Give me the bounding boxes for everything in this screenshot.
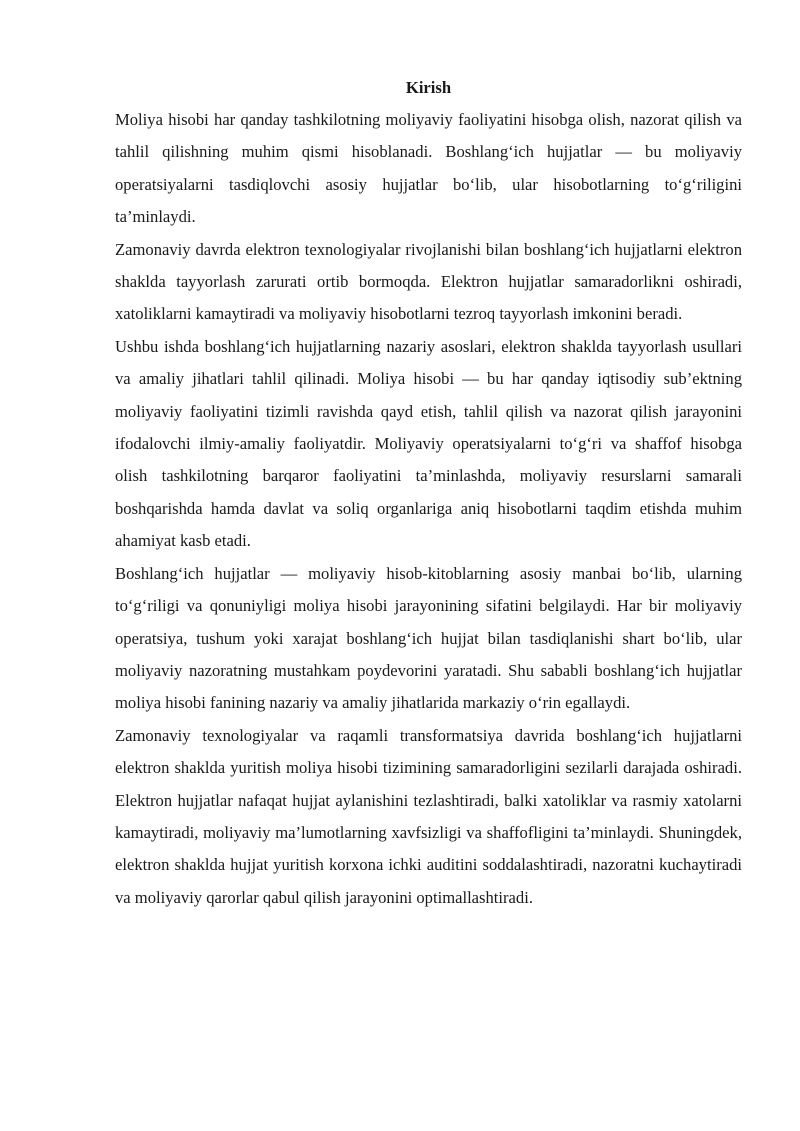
paragraph-4: Boshlang‘ich hujjatlar — moliyaviy hisob-kitoblarning asosiy manbai bo‘lib, ularning to‘g‘riligi va qonuniyligi moliya hisobi jarayonining sifatini belgilaydi. Har bir moliyaviy operatsiya, tushum yoki xarajat boshlang‘ich hujjat bilan tasdiqlanishi shart bo‘lib, ular moliyaviy nazoratning mustahkam poydevorini yaratadi. Shu sababli boshlang‘ich hujjatlar moliya hisobi fanining nazariy va amaliy jihatlarida markaziy o‘rin egallaydi. xyxy=(115,563,742,713)
paragraph-3: Ushbu ishda boshlang‘ich hujjatlarning nazariy asoslari, elektron shaklda tayyorlash usullari va amaliy jihatlari tahlil qilinadi. Moliya hisobi — bu har qanday iqtisodiy sub’ektning moliyaviy faoliyatini tizimli ravishda qayd etish, tahlil qilish va nazorat qilish jarayonini ifodalovchi ilmiy-amaliy faoliyatdir. Moliyaviy operatsiyalarni to‘g‘ri va shaffof hisobga olish tashkilotning barqaror faoliyatini ta’minlashda, moliyaviy resurslarni samarali boshqarishda hamda davlat va soliq organlariga aniq hisobotlarni taqdim etishda muhim ahamiyat kasb etadi. xyxy=(115,336,742,551)
document-page xyxy=(115,75,742,914)
document-title: Kirish xyxy=(405,78,452,97)
paragraph-2: Zamonaviy davrda elektron texnologiyalar rivojlanishi bilan boshlang‘ich hujjatlarni elektron shaklda tayyorlash zarurati ortib bormoqda. Elektron hujjatlar samaradorlikni oshiradi, xatoliklarni kamaytiradi va moliyaviy hisobotlarni tezroq tayyorlash imkonini beradi. xyxy=(115,239,742,324)
paragraph-5: Zamonaviy texnologiyalar va raqamli transformatsiya davrida boshlang‘ich hujjatlarni elektron shaklda yuritish moliya hisobi tizimining samaradorligini sezilarli darajada oshiradi. Elektron hujjatlar nafaqat hujjat aylanishini tezlashtiradi, balki xatoliklar va rasmiy xatolarni kamaytiradi, moliyaviy ma’lumotlarning xavfsizligi va shaffofligini ta’minlaydi. Shuningdek, elektron shaklda hujjat yuritish korxona ichki auditini soddalashtiradi, nazoratni kuchaytiradi va moliyaviy qarorlar qabul qilish jarayonini optimallashtiradi. xyxy=(115,725,742,907)
paragraph-1: Moliya hisobi har qanday tashkilotning moliyaviy faoliyatini hisobga olish, nazorat qilish va tahlil qilishning muhim qismi hisoblanadi. Boshlang‘ich hujjatlar — bu moliyaviy operatsiyalarni tasdiqlovchi asosiy hujjatlar bo‘lib, ular hisobotlarning to‘g‘riligini ta’minlaydi. xyxy=(115,110,742,227)
